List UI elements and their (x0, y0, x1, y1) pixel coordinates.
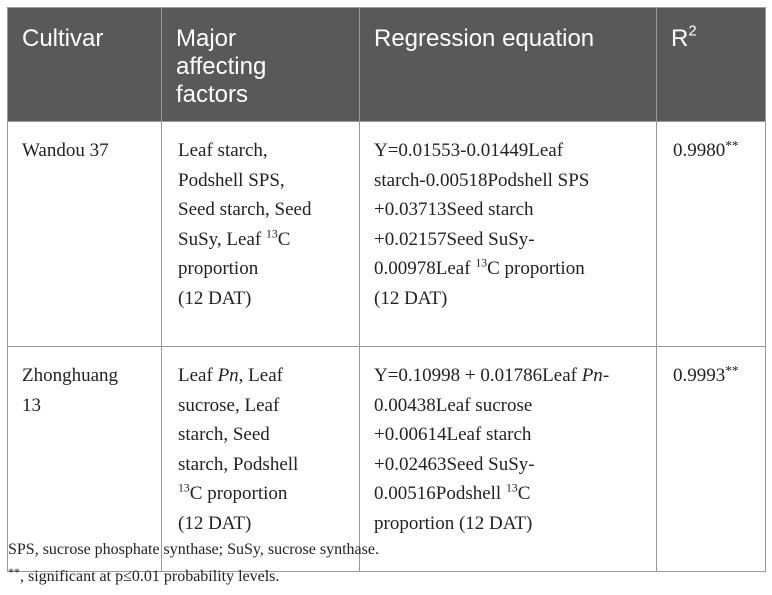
regression-table (7, 7, 766, 572)
footnote-abbreviations: SPS, sucrose phosphate synthase; SuSy, sucrose synthase. (8, 541, 379, 558)
cell-factors: Leaf Pn, Leaf sucrose, Leaf starch, Seed starch, Podshell $^{13}$C proportion (12 DAT) (162, 347, 360, 572)
cell-r-squared: 0.9993** (657, 347, 766, 572)
cell-r-squared: 0.9980** (657, 122, 766, 347)
header-r-squared: $R^2$ (657, 8, 766, 122)
table-header-row (8, 8, 766, 122)
cell-cultivar: Wandou 37 (8, 122, 162, 347)
header-major-affecting-factors: Major affecting factors (162, 8, 360, 122)
cell-cultivar: Zhonghuang 13 (8, 347, 162, 572)
table-footnotes (8, 536, 764, 590)
cell-regression-equation: Y=0.10998 + 0.01786Leaf Pn- 0.00438Leaf sucrose +0.00614Leaf starch +0.02463Seed SuSy- 0.00516Podshell $^{13}$C proportion (12 DAT) (360, 347, 657, 572)
header-regression-equation: Regression equation (360, 8, 657, 122)
header-cultivar: Cultivar (8, 8, 162, 122)
cell-factors: Leaf starch, Podshell SPS, Seed starch, Seed SuSy, Leaf $^{13}$C proportion (12 DAT) (162, 122, 360, 347)
footnote-significance: **, significant at p≤0.01 probability levels. (8, 565, 280, 585)
table-row (8, 122, 766, 347)
cell-regression-equation: Y=0.01553-0.01449Leaf starch-0.00518Podshell SPS +0.03713Seed starch +0.02157Seed SuSy- 0.00978Leaf $^{13}$C proportion (12 DAT) (360, 122, 657, 347)
